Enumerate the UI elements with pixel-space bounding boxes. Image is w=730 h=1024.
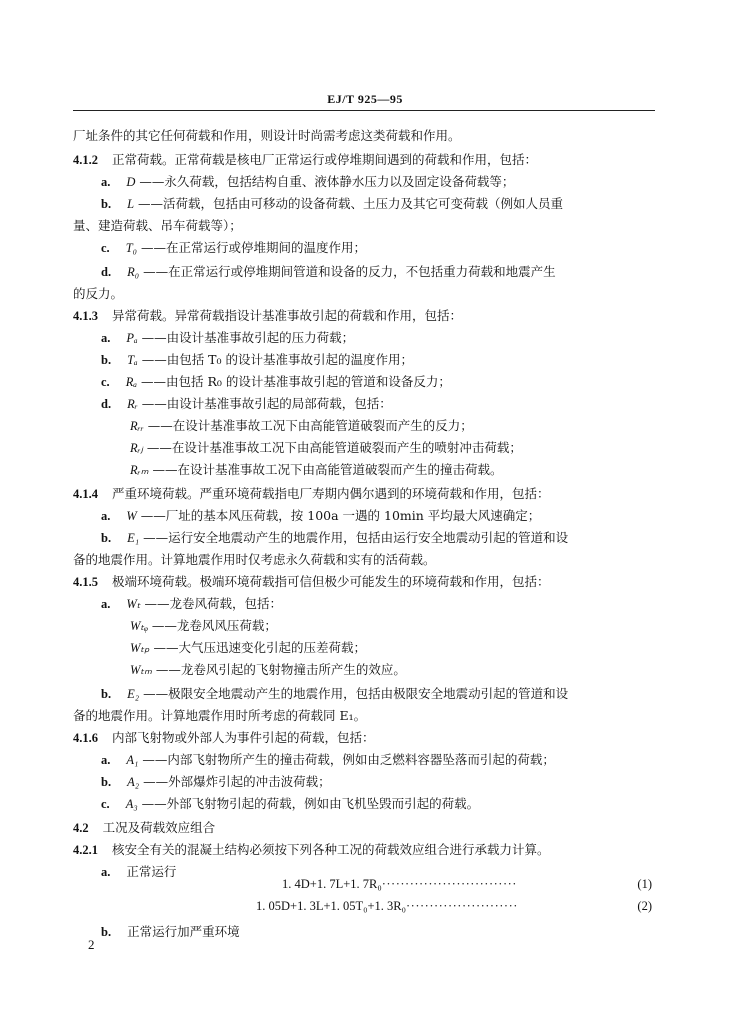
load-symbol: A₂ (127, 775, 140, 789)
item-label: b. (101, 775, 112, 789)
text-line (73, 730, 375, 746)
line-text: ——龙卷风风压荷载； (151, 618, 277, 633)
text-line (101, 686, 568, 702)
line-text: ——外部爆炸引起的冲击波荷载； (143, 774, 331, 789)
equation-number: (1) (637, 877, 652, 891)
clause-number: 4.1.4 (73, 487, 98, 501)
load-symbol: Rₐ (125, 375, 137, 389)
load-symbol: R₀ (127, 265, 140, 279)
line-text: ——由包括 T₀ 的设计基准事故引起的温度作用； (141, 352, 413, 367)
line-text: ——由包括 R₀ 的设计基准事故引起的管道和设备反力； (140, 374, 451, 389)
text-line (130, 640, 366, 656)
line-text: 量、建造荷载、吊车荷载等）； (73, 218, 242, 233)
line-text: 的反力。 (73, 286, 124, 301)
clause-number: 4.1.2 (73, 153, 98, 167)
load-symbol: T₀ (125, 241, 137, 255)
text-line (101, 264, 556, 280)
item-label: a. (101, 597, 111, 611)
item-label: c. (101, 797, 110, 811)
line-text: 极端环境荷载。极端环境荷载指可信但极少可能发生的环境荷载和作用，包括： (112, 574, 550, 589)
load-symbol: Wₜ (126, 597, 141, 611)
line-text: 备的地震作用。计算地震作用时仅考虑永久荷载和实有的活荷载。 (73, 552, 436, 567)
line-text: ——极限安全地震动产生的地震作用，包括由极限安全地震动引起的管道和设 (143, 686, 569, 701)
text-line (101, 596, 282, 612)
item-label: a. (101, 175, 111, 189)
text-line (101, 330, 354, 346)
line-text: ——在正常运行或停堆期间的温度作用； (141, 240, 367, 255)
text-line (101, 374, 451, 390)
item-label: b. (101, 197, 112, 211)
line-text: ——在正常运行或停堆期间管道和设备的反力，不包括重力荷载和地震产生 (143, 264, 556, 279)
header-divider (73, 110, 655, 111)
line-text: ——由设计基准事故引起的压力荷载； (141, 330, 355, 345)
text-line (73, 286, 123, 302)
clause-number: 4.1.6 (73, 731, 98, 745)
load-symbol: Rᵣᵣ (130, 419, 144, 433)
text-line (73, 152, 537, 168)
line-text: ——运行安全地震动产生的地震作用，包括由运行安全地震动引起的管道和设 (143, 530, 569, 545)
text-line (101, 530, 568, 546)
text-line (101, 174, 514, 190)
text-line (73, 708, 366, 724)
line-text: ——龙卷风引起的飞射物撞击所产生的效应。 (155, 662, 406, 677)
clause-number: 4.1.3 (73, 309, 98, 323)
item-label: b. (101, 353, 112, 367)
line-text: 核安全有关的混凝土结构必须按下列各种工况的荷载效应组合进行承载力计算。 (112, 842, 550, 857)
load-symbol: E₁ (127, 531, 140, 545)
text-line (101, 396, 392, 412)
text-line (101, 196, 563, 212)
page-number: 2 (88, 937, 95, 952)
line-text: ——永久荷载，包括结构自重、液体静水压力以及固定设备荷载等； (139, 174, 515, 189)
line-text: ——大气压迅速变化引起的压差荷载； (153, 640, 366, 655)
line-text: 正常运行 (126, 864, 177, 879)
formula-expression: 1. 4D+1. 7L+1. 7R₀ (282, 877, 382, 891)
line-text: ——在设计基准事故工况下由高能管道破裂而产生的撞击荷载。 (152, 462, 503, 477)
text-line (101, 508, 540, 524)
line-text: 内部飞射物或外部人为事件引起的荷载，包括： (112, 730, 375, 745)
line-text: 工况及荷载效应组合 (102, 820, 216, 835)
text-line (130, 462, 503, 478)
item-label: a. (101, 509, 111, 523)
item-label: a. (101, 331, 111, 345)
load-symbol: L (127, 197, 135, 211)
leader-dots: ························ (406, 899, 518, 913)
text-line (73, 128, 461, 144)
text-line (73, 842, 550, 858)
text-line (101, 752, 555, 768)
text-line (130, 418, 473, 434)
text-line (101, 924, 240, 940)
text-line (101, 796, 479, 812)
line-text: ——在设计基准事故工况下由高能管道破裂而产生的反力； (147, 418, 473, 433)
formula-line (282, 876, 652, 892)
standard-number-header: EJ/T 925—95 (327, 92, 403, 106)
clause-number: 4.2.1 (73, 843, 98, 857)
load-symbol: Rᵣⱼ (130, 441, 143, 455)
clause-number: 4.1.5 (73, 575, 98, 589)
text-line (73, 308, 462, 324)
line-text: 正常荷载。正常荷载是核电厂正常运行或停堆期间遇到的荷载和作用，包括： (112, 152, 538, 167)
line-text: ——外部飞射物引起的荷载，例如由飞机坠毁而引起的荷载。 (141, 796, 480, 811)
line-text: 异常荷载。异常荷载指设计基准事故引起的荷载和作用，包括： (112, 308, 463, 323)
text-line (73, 574, 550, 590)
text-line (101, 774, 331, 790)
item-label: d. (101, 265, 112, 279)
load-symbol: A₃ (125, 797, 138, 811)
text-line (130, 662, 406, 678)
line-text: ——厂址的基本风压荷载，按 100a 一遇的 10min 平均最大风速确定； (140, 508, 541, 523)
load-symbol: Wₜₘ (130, 663, 152, 677)
item-label: c. (101, 241, 110, 255)
item-label: b. (101, 687, 112, 701)
line-text: ——龙卷风荷载，包括： (144, 596, 282, 611)
line-text: ——由设计基准事故引起的局部荷载，包括： (141, 396, 392, 411)
leader-dots: ····························· (381, 877, 517, 891)
load-symbol: Rᵣ (127, 397, 138, 411)
clause-number: 4.2 (73, 821, 89, 835)
load-symbol: E₂ (127, 687, 140, 701)
line-text: 厂址条件的其它任何荷载和作用，则设计时尚需考虑这类荷载和作用。 (73, 128, 461, 143)
item-label: d. (101, 397, 112, 411)
text-line (130, 440, 522, 456)
load-symbol: Wₜₚ (130, 641, 150, 655)
item-label: b. (101, 531, 112, 545)
load-symbol: Tₐ (127, 353, 138, 367)
text-line (130, 618, 277, 634)
line-text: 严重环境荷载。严重环境荷载指电厂寿期内偶尔遇到的环境荷载和作用，包括： (112, 486, 550, 501)
line-text: ——在设计基准事故工况下由高能管道破裂而产生的喷射冲击荷载； (146, 440, 522, 455)
line-text: ——活荷载，包括由可移动的设备荷载、土压力及其它可变荷载（例如人员重 (138, 196, 564, 211)
item-label: a. (101, 865, 111, 879)
text-line (101, 864, 176, 880)
text-line (101, 240, 366, 256)
load-symbol: Rᵣₘ (130, 463, 149, 477)
item-label: b. (101, 925, 112, 939)
load-symbol: Wₜᵩ (130, 619, 148, 633)
text-line (73, 486, 550, 502)
text-line (73, 218, 242, 234)
line-text: 备的地震作用。计算地震作用时所考虑的荷载同 E₁。 (73, 708, 367, 723)
equation-number: (2) (637, 899, 652, 913)
load-symbol: A₁ (126, 753, 139, 767)
formula-expression: 1. 05D+1. 3L+1. 05T₀+1. 3R₀ (256, 899, 406, 913)
formula-line (256, 898, 652, 914)
item-label: a. (101, 753, 111, 767)
text-line (73, 552, 436, 568)
load-symbol: Pₐ (126, 331, 138, 345)
line-text: ——内部飞射物所产生的撞击荷载，例如由乏燃料容器坠落而引起的荷载； (142, 752, 555, 767)
load-symbol: D (126, 175, 136, 189)
text-line (73, 820, 215, 836)
item-label: c. (101, 375, 110, 389)
text-line (101, 352, 413, 368)
load-symbol: W (126, 509, 137, 523)
line-text: 正常运行加严重环境 (127, 924, 240, 939)
